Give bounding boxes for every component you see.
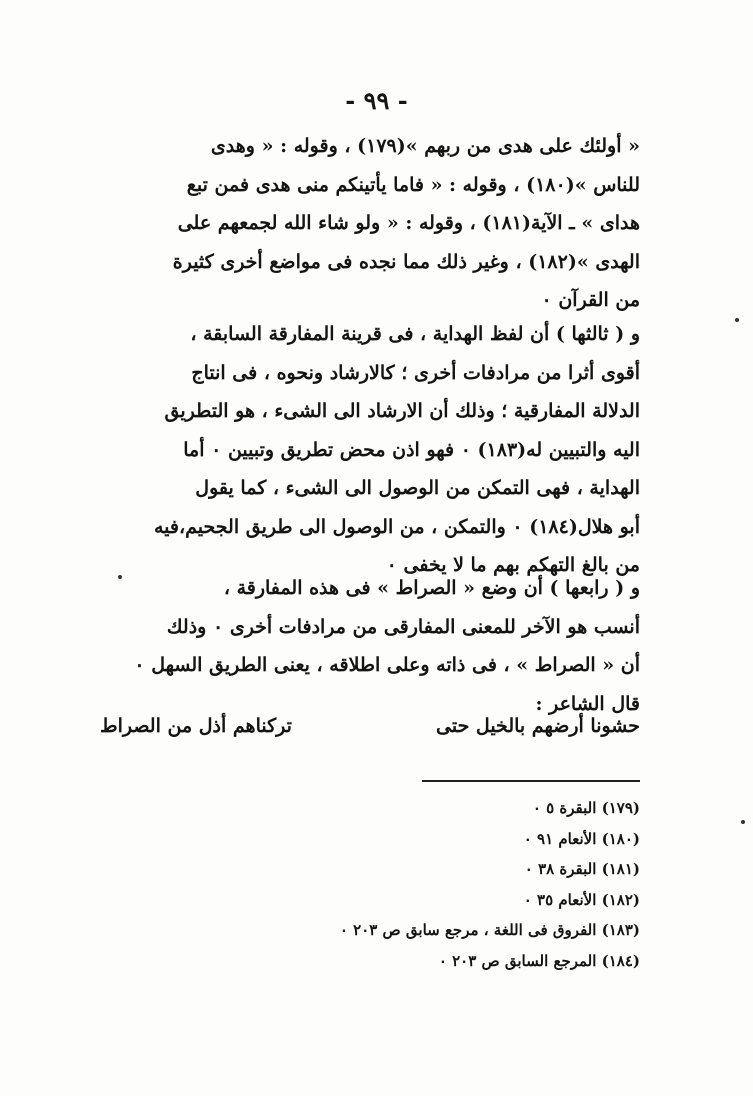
text-line: الهدى »(١٨٢) ، وغير ذلك مما نجده فى مواضع أخرى كثيرة [172, 250, 640, 273]
text-line: « أولئك على هدى من ربهم »(١٧٩) ، وقوله : « وهدى [210, 135, 640, 157]
footnotes-list [200, 793, 640, 976]
scan-speck [118, 575, 122, 579]
text-line: و ( رابعها ) أن وضع « الصراط » فى هذه المفارقة ، [223, 577, 640, 599]
paragraph-2 [100, 315, 640, 585]
text-line: من بالغ التهكم بهم ما لا يخفى ٠ [386, 554, 640, 576]
footnote-item: (١٨٤) المرجع السابق ص ٢٠٣ ٠ [438, 951, 640, 970]
verse-second-hemistich: تركناهم أذل من الصراط [100, 715, 292, 737]
text-line: الهداية ، فهى التمكن من الوصول الى الشىء ، كما يقول [195, 477, 640, 499]
footnote-item: (١٨٠) الأنعام ٩١ ٠ [523, 829, 640, 848]
scan-speck [741, 820, 745, 824]
verse-first-hemistich: حشونا أرضهم بالخيل حتى [436, 715, 640, 737]
text-line: الدلالة المفارقية ؛ وذلك أن الارشاد الى الشىء ، هو التطريق [164, 400, 640, 422]
footnote-item: (١٨٣) الفروق فى اللغة ، مرجع سابق ص ٢٠٣ ٠ [339, 921, 640, 939]
text-line: أبو هلال(١٨٤) ٠ والتمكن ، من الوصول الى طريق الجحيم،فيه [154, 515, 640, 538]
footnote-item: (١٧٩) البقرة ٥ ٠ [532, 799, 640, 817]
text-line: للناس »(١٨٠) ، وقوله : « فاما يأتينكم منى هدى فمن تبع [186, 173, 640, 196]
paragraph-1 [100, 127, 640, 320]
text-line: من القرآن ٠ [541, 289, 640, 311]
scan-speck [735, 318, 739, 322]
poetry-verse [100, 715, 640, 737]
footnote-item: (١٨٢) الأنعام ٣٥ ٠ [523, 890, 640, 909]
footnote-item: (١٨١) البقرة ٣٨ ٠ [524, 860, 640, 878]
text-line: أقوى أثرا من مرادفات أخرى ؛ كالارشاد ونحوه ، فى انتاج [191, 361, 640, 384]
text-line: اليه والتبيين له(١٨٣) ٠ فهو اذن محض تطريق وتبيين ٠ أما [183, 438, 640, 461]
text-line: أنسب هو الآخر للمعنى المفارقى من مرادفات أخرى ٠ وذلك [166, 615, 640, 638]
text-line: هداى » ـ الآية(١٨١) ، وقوله : « ولو شاء الله لجمعهم على [177, 212, 640, 234]
page-number: - ٩٩ - [345, 86, 408, 115]
text-line: أن « الصراط » ، فى ذاته وعلى اطلاقه ، يعنى الطريق السهل ٠ [134, 654, 640, 676]
paragraph-3 [100, 569, 640, 723]
text-line: قال الشاعر : [535, 692, 640, 715]
text-line: و ( ثالثها ) أن لفظ الهداية ، فى قرينة المفارقة السابقة ، [190, 323, 640, 345]
footnote-divider [422, 780, 640, 782]
